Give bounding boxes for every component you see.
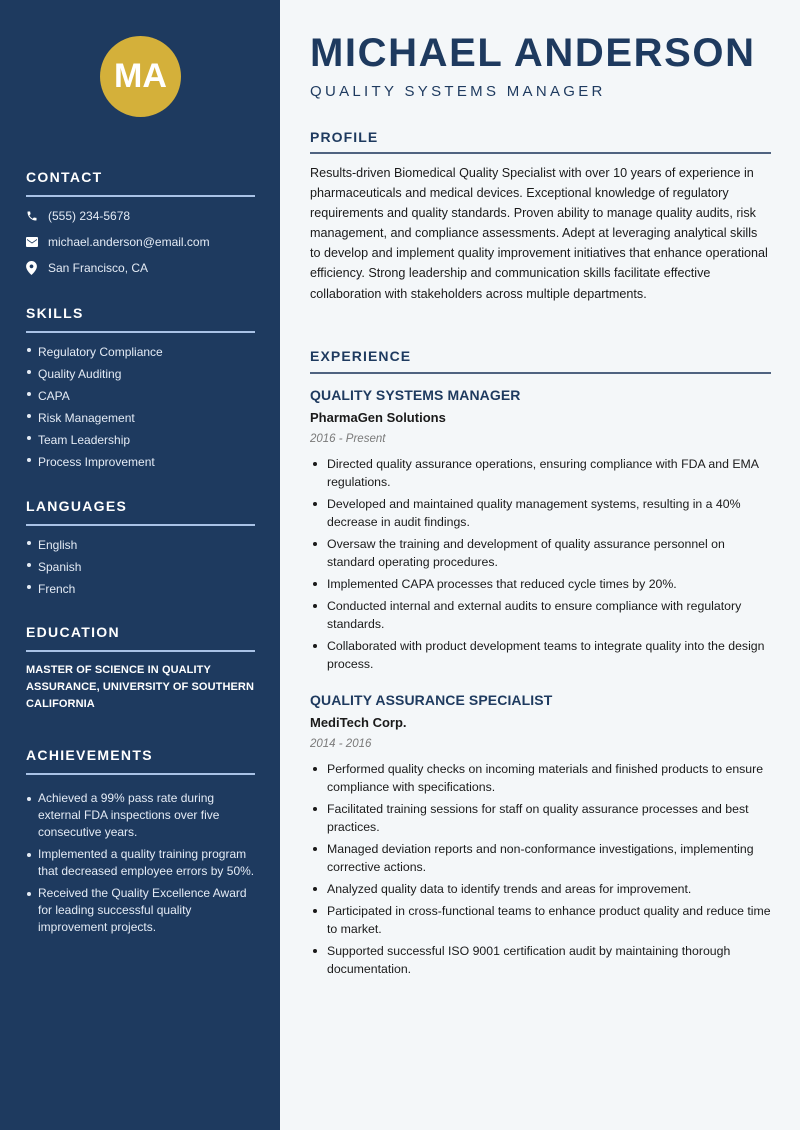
experience-heading: EXPERIENCE bbox=[310, 348, 412, 364]
contact-location bbox=[26, 255, 255, 281]
job-bullet: Conducted internal and external audits to ensure compliance with regulatory standards. bbox=[310, 597, 771, 633]
profile-heading: PROFILE bbox=[310, 129, 379, 145]
candidate-role: QUALITY SYSTEMS MANAGER bbox=[310, 83, 606, 100]
skill-item: Process Improvement bbox=[26, 451, 255, 473]
contact-phone-text: (555) 234-5678 bbox=[48, 208, 131, 223]
achievements-list bbox=[26, 790, 255, 936]
contact-divider bbox=[26, 195, 255, 197]
job-bullet: Facilitated training sessions for staff on quality assurance processes and best practices. bbox=[310, 800, 771, 836]
job-bullet: Analyzed quality data to identify trends and areas for improvement. bbox=[310, 880, 771, 898]
email-icon bbox=[26, 237, 48, 247]
sidebar bbox=[0, 0, 280, 1130]
languages-section bbox=[26, 497, 255, 600]
job-entry bbox=[310, 691, 771, 982]
language-item: English bbox=[26, 534, 255, 556]
contact-section bbox=[26, 168, 255, 281]
achievements-section bbox=[26, 746, 255, 941]
achievements-heading: ACHIEVEMENTS bbox=[26, 747, 153, 763]
avatar bbox=[100, 36, 181, 117]
skill-item: Team Leadership bbox=[26, 429, 255, 451]
job-bullet: Oversaw the training and development of quality assurance personnel on standard operating procedures. bbox=[310, 535, 771, 571]
job-title: QUALITY ASSURANCE SPECIALIST bbox=[310, 692, 553, 708]
skills-section bbox=[26, 304, 255, 473]
profile-summary: Results-driven Biomedical Quality Specialist with over 10 years of experience in pharmaceuticals and medical devices. Exceptional knowledge of regulatory requirements and quality standards. Proven ability to manage quality audits, risk management, and compliance assessments. Adept at leveraging analytical skills to develop and implement quality improvement initiatives that enhance operational efficiency. Strong leadership and communication skills facilitate effective collaboration with stakeholders across multiple departments. bbox=[310, 166, 768, 301]
language-item: French bbox=[26, 578, 255, 600]
skill-item: Regulatory Compliance bbox=[26, 341, 255, 363]
contact-email-text: michael.anderson@email.com bbox=[48, 234, 210, 249]
job-bullets bbox=[310, 455, 771, 673]
education-section bbox=[26, 623, 255, 713]
job-bullet: Collaborated with product development teams to integrate quality into the design process. bbox=[310, 637, 771, 673]
job-bullet: Supported successful ISO 9001 certification audit by maintaining thorough documentation. bbox=[310, 942, 771, 978]
location-pin-icon bbox=[26, 261, 48, 275]
achievement-item: Implemented a quality training program that decreased employee errors by 50%. bbox=[26, 846, 255, 880]
job-company: MediTech Corp. bbox=[310, 715, 407, 730]
languages-heading: LANGUAGES bbox=[26, 498, 128, 514]
languages-list bbox=[26, 534, 255, 600]
contact-location-text: San Francisco, CA bbox=[48, 260, 149, 275]
skills-divider bbox=[26, 331, 255, 333]
job-title: QUALITY SYSTEMS MANAGER bbox=[310, 387, 521, 403]
contact-phone bbox=[26, 203, 255, 229]
job-dates: 2014 - 2016 bbox=[310, 738, 372, 750]
achievement-item: Received the Quality Excellence Award for leading successful quality improvement projects. bbox=[26, 885, 255, 936]
contact-email bbox=[26, 229, 255, 255]
skill-item: Quality Auditing bbox=[26, 363, 255, 385]
job-bullets bbox=[310, 760, 771, 978]
skill-item: CAPA bbox=[26, 385, 255, 407]
job-bullet: Developed and maintained quality management systems, resulting in a 40% decrease in audit findings. bbox=[310, 495, 771, 531]
education-divider bbox=[26, 650, 255, 652]
profile-divider bbox=[310, 152, 771, 154]
skills-heading: SKILLS bbox=[26, 305, 84, 321]
job-bullet: Managed deviation reports and non-conformance investigations, implementing corrective actions. bbox=[310, 840, 771, 876]
phone-icon bbox=[26, 210, 48, 222]
avatar-initials: MA bbox=[114, 57, 167, 95]
achievements-divider bbox=[26, 773, 255, 775]
job-bullet: Directed quality assurance operations, ensuring compliance with FDA and EMA regulations. bbox=[310, 455, 771, 491]
job-bullet: Implemented CAPA processes that reduced cycle times by 20%. bbox=[310, 575, 771, 593]
job-bullet: Participated in cross-functional teams to enhance product quality and reduce time to market. bbox=[310, 902, 771, 938]
education-heading: EDUCATION bbox=[26, 624, 120, 640]
job-company: PharmaGen Solutions bbox=[310, 410, 446, 425]
contact-heading: CONTACT bbox=[26, 169, 103, 185]
job-bullet: Performed quality checks on incoming materials and finished products to ensure compliance with specifications. bbox=[310, 760, 771, 796]
skills-list bbox=[26, 341, 255, 473]
job-dates: 2016 - Present bbox=[310, 433, 386, 445]
job-entry bbox=[310, 386, 771, 677]
achievement-item: Achieved a 99% pass rate during external FDA inspections over five consecutive years. bbox=[26, 790, 255, 841]
skill-item: Risk Management bbox=[26, 407, 255, 429]
candidate-name: MICHAEL ANDERSON bbox=[310, 31, 756, 75]
languages-divider bbox=[26, 524, 255, 526]
experience-divider bbox=[310, 372, 771, 374]
education-degree: MASTER OF SCIENCE IN QUALITY ASSURANCE, UNIVERSITY OF SOUTHERN CALIFORNIA bbox=[26, 663, 255, 710]
language-item: Spanish bbox=[26, 556, 255, 578]
